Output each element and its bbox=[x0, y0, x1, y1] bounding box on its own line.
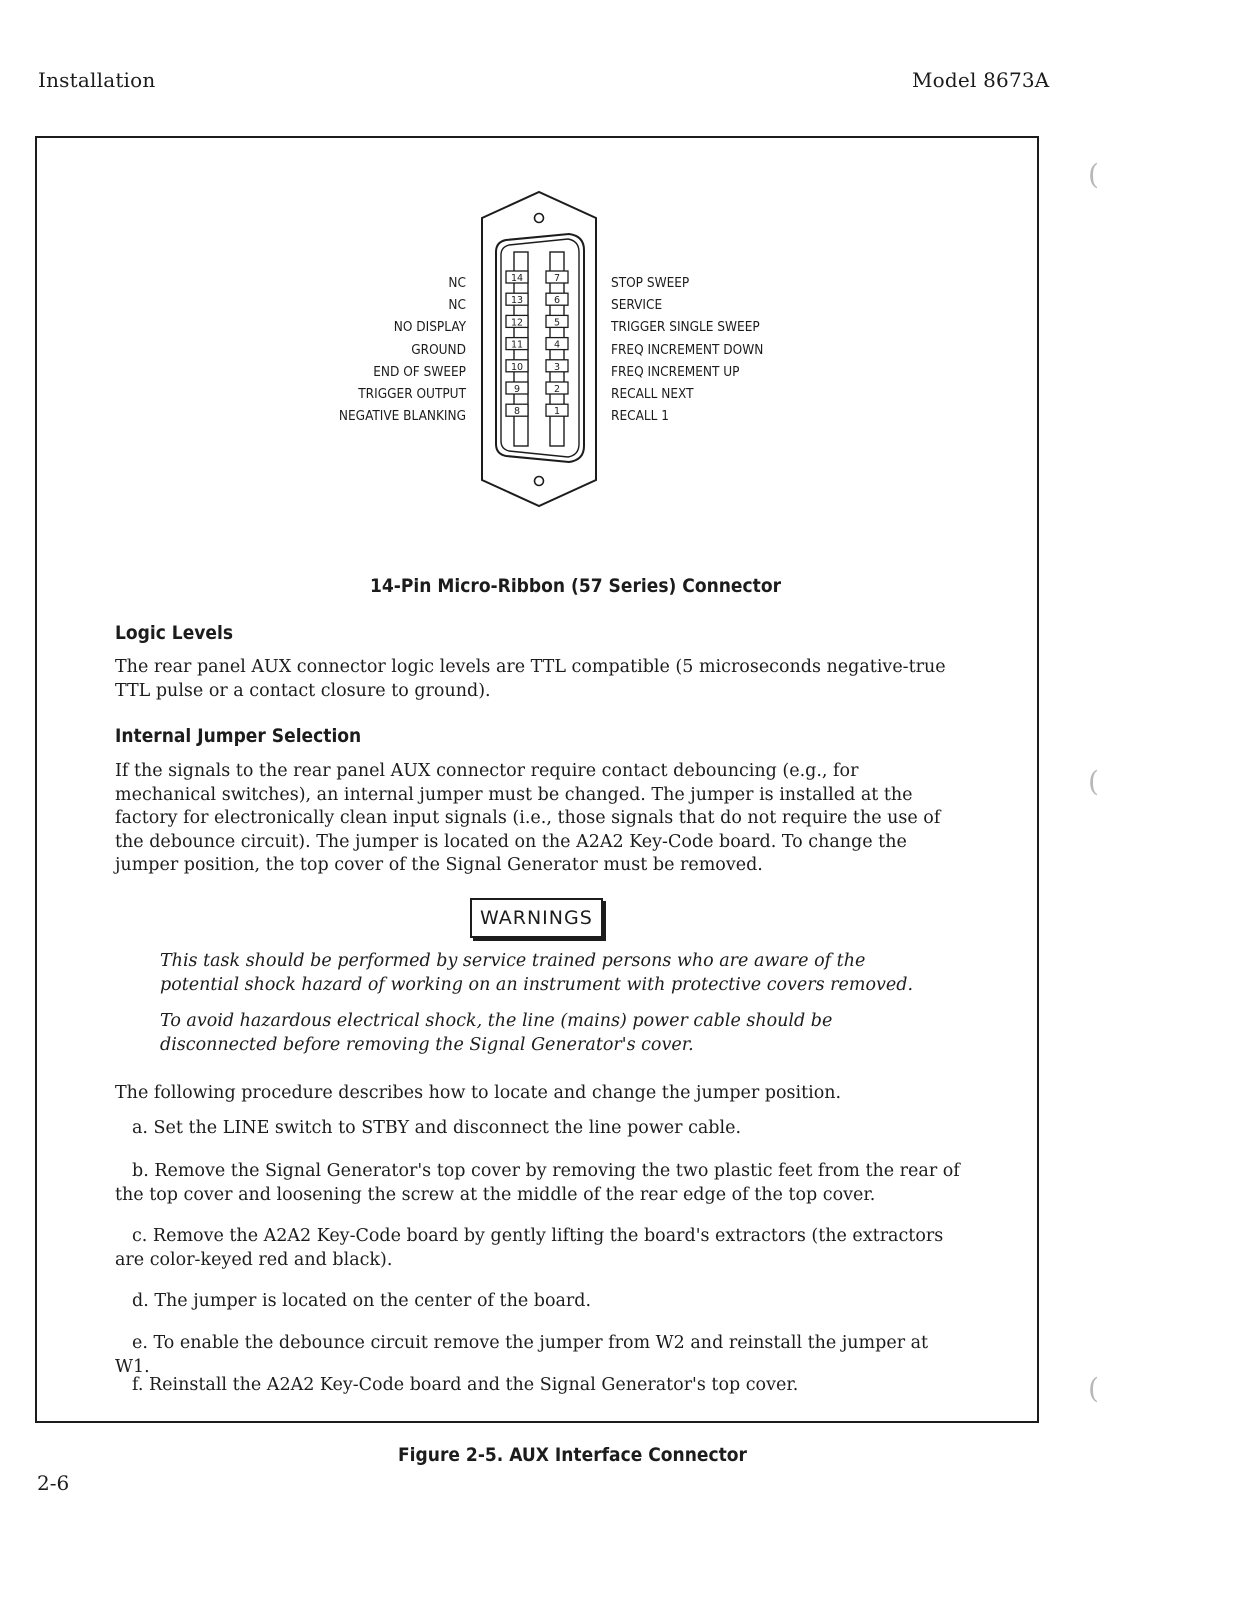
logic-levels-paragraph: The rear panel AUX connector logic levels are TTL compatible (5 microseconds negative-true TTL pulse or a contact closure to ground). bbox=[115, 657, 946, 701]
pin-5-number: 5 bbox=[553, 317, 561, 329]
pin-label-12: NO DISPLAY bbox=[393, 319, 466, 336]
pin-4-number: 4 bbox=[553, 339, 561, 351]
pin-label-11: GROUND bbox=[411, 341, 466, 358]
binder-hole-mark: ( bbox=[1088, 158, 1099, 191]
running-header-model: Model 8673A bbox=[912, 68, 1050, 92]
binder-hole-mark: ( bbox=[1088, 765, 1099, 798]
pin-label-8: NEGATIVE BLANKING bbox=[338, 408, 466, 425]
pin-10-number: 10 bbox=[510, 361, 524, 373]
pin-label-10: END OF SWEEP bbox=[373, 363, 466, 380]
pin-14-number: 14 bbox=[510, 273, 524, 284]
warnings-box-title: WARNINGS bbox=[470, 898, 603, 938]
pin-label-4: FREQ INCREMENT DOWN bbox=[611, 341, 764, 358]
procedure-step: b. Remove the Signal Generator's top cover by removing the two plastic feet from the rear of the top cover and loosening the screw at the middle of the rear edge of the top cover. bbox=[115, 1161, 960, 1205]
pin-label-7: STOP SWEEP bbox=[611, 275, 690, 291]
pin-1-number: 1 bbox=[553, 406, 561, 418]
pin-2-number: 2 bbox=[553, 384, 561, 395]
procedure-intro: The following procedure describes how to locate and change the jumper position. bbox=[115, 1083, 842, 1103]
left-pin-column bbox=[506, 271, 528, 417]
pin-11-number: 11 bbox=[510, 339, 524, 351]
pin-3-number: 3 bbox=[553, 361, 561, 373]
pin-6-number: 6 bbox=[553, 295, 561, 307]
pin-label-13: NC bbox=[448, 297, 466, 314]
running-header-section: Installation bbox=[38, 68, 156, 92]
section-heading-logic-levels: Logic Levels bbox=[115, 622, 234, 644]
figure-caption: Figure 2-5. AUX Interface Connector bbox=[398, 1444, 747, 1466]
procedure-step: f. Reinstall the A2A2 Key-Code board and the Signal Generator's top cover. bbox=[132, 1375, 799, 1395]
procedure-step: d. The jumper is located on the center of the board. bbox=[132, 1291, 592, 1311]
mounting-hole-bottom bbox=[535, 477, 544, 486]
procedure-step: e. To enable the debounce circuit remove the jumper from W2 and reinstall the jumper at W1. bbox=[115, 1333, 929, 1377]
procedure-step: c. Remove the A2A2 Key-Code board by gently lifting the board's extractors (the extractors are color-keyed red and black). bbox=[115, 1226, 944, 1270]
pin-13-number: 13 bbox=[510, 295, 524, 307]
pin-label-1: RECALL 1 bbox=[611, 408, 670, 425]
connector-left-labels bbox=[339, 272, 466, 427]
mounting-hole-top bbox=[535, 214, 544, 223]
pin-label-6: SERVICE bbox=[611, 297, 663, 314]
pin-label-5: TRIGGER SINGLE SWEEP bbox=[611, 319, 760, 336]
pin-7-number: 7 bbox=[553, 273, 561, 284]
warning-text: To avoid hazardous electrical shock, the line (mains) power cable should be disconnected before removing the Signal Generator's cover. bbox=[160, 1011, 833, 1055]
connector-caption: 14-Pin Micro-Ribbon (57 Series) Connector bbox=[370, 575, 781, 597]
page-number: 2-6 bbox=[37, 1471, 70, 1495]
pin-label-14: NC bbox=[448, 275, 466, 291]
micro-ribbon-connector-diagram bbox=[474, 188, 604, 510]
pin-label-2: RECALL NEXT bbox=[611, 385, 694, 402]
pin-12-number: 12 bbox=[510, 317, 524, 329]
warning-text: This task should be performed by service trained persons who are aware of the potential shock hazard of working on an instrument with protective covers removed. bbox=[160, 951, 914, 995]
pin-label-3: FREQ INCREMENT UP bbox=[611, 363, 740, 380]
right-pin-column bbox=[546, 271, 568, 417]
pin-9-number: 9 bbox=[513, 384, 521, 395]
procedure-step: a. Set the LINE switch to STBY and disconnect the line power cable. bbox=[132, 1118, 742, 1138]
pin-label-9: TRIGGER OUTPUT bbox=[358, 385, 466, 402]
binder-hole-mark: ( bbox=[1088, 1372, 1099, 1405]
connector-right-labels bbox=[611, 272, 763, 427]
jumper-selection-paragraph: If the signals to the rear panel AUX connector require contact debouncing (e.g., for mechanical switches), an internal jumper must be changed. The jumper is installed at the factory for electronically clean input signals (i.e., those signals that do not require the use of the debounce circuit). The jumper is located on the A2A2 Key-Code board. To change the jumper position, the top cover of the Signal Generator must be removed. bbox=[115, 761, 941, 875]
section-heading-jumper-selection: Internal Jumper Selection bbox=[115, 725, 362, 747]
pin-8-number: 8 bbox=[513, 406, 521, 418]
